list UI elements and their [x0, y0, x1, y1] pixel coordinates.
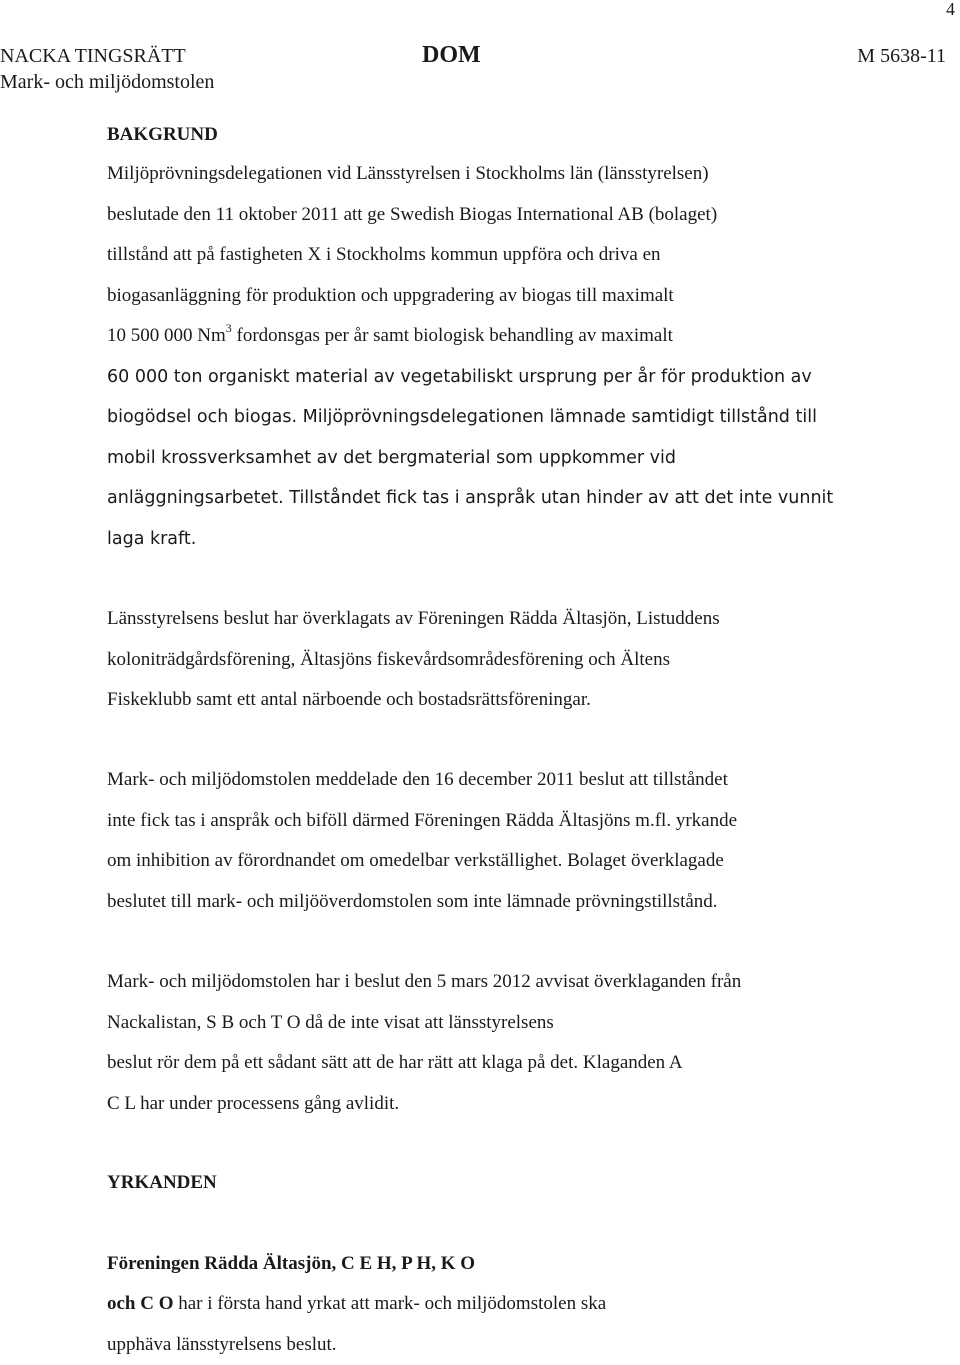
paragraph-line: Miljöprövningsdelegationen vid Länsstyrelsen i Stockholms län (länsstyrelsen) — [107, 154, 907, 195]
paragraph-line: mobil krossverksamhet av det bergmaterial som uppkommer vid — [107, 438, 907, 479]
paragraph-line: Fiskeklubb samt ett antal närboende och bostadsrättsföreningar. — [107, 680, 907, 721]
paragraph-line — [107, 316, 907, 357]
paragraph-line: beslutet till mark- och miljööverdomstolen som inte lämnade prövningstillstånd. — [107, 882, 907, 923]
paragraph-bakgrund-2 — [107, 599, 907, 721]
paragraph-yrkanden-1 — [107, 1284, 907, 1365]
paragraph-line: tillstånd att på fastigheten X i Stockholms kommun uppföra och driva en — [107, 235, 907, 276]
header-department: Mark- och miljödomstolen — [0, 69, 214, 95]
paragraph-line: anläggningsarbetet. Tillståndet fick tas i anspråk utan hinder av att det inte vunnit — [107, 478, 907, 519]
paragraph-line-rest: har i första hand yrkat att mark- och miljödomstolen ska — [174, 1293, 607, 1314]
paragraph-line: om inhibition av förordnandet om omedelbar verkställighet. Bolaget överklagade — [107, 841, 907, 882]
paragraph-line: laga kraft. — [107, 519, 907, 560]
paragraph-line: 60 000 ton organiskt material av vegetabiliskt ursprung per år för produktion av — [107, 357, 907, 398]
paragraph-line: Mark- och miljödomstolen meddelade den 16 december 2011 beslut att tillståndet — [107, 760, 907, 801]
paragraph-line: Mark- och miljödomstolen har i beslut den 5 mars 2012 avvisat överklaganden från — [107, 962, 907, 1003]
paragraph-line: inte fick tas i anspråk och biföll därmed Föreningen Rädda Ältasjöns m.fl. yrkande — [107, 801, 907, 842]
header-case-number: M 5638-11 — [857, 43, 946, 69]
unit-superscript: 3 — [226, 321, 232, 335]
paragraph-line: biogasanläggning för produktion och uppgradering av biogas till maximalt — [107, 276, 907, 317]
party-name-bold: och C O — [107, 1293, 174, 1314]
paragraph-bakgrund-1 — [107, 154, 907, 559]
header-document-type: DOM — [422, 42, 481, 68]
paragraph-line: Länsstyrelsens beslut har överklagats av Föreningen Rädda Ältasjön, Listuddens — [107, 599, 907, 640]
yrkanden-heading: YRKANDEN — [107, 1163, 907, 1203]
page-number: 4 — [946, 0, 955, 18]
paragraph-line: upphäva länsstyrelsens beslut. — [107, 1325, 907, 1365]
paragraph-line: biogödsel och biogas. Miljöprövningsdelegationen lämnade samtidigt tillstånd till — [107, 397, 907, 438]
bakgrund-heading: BAKGRUND — [107, 115, 907, 155]
paragraph-line: C L har under processens gång avlidit. — [107, 1084, 907, 1125]
paragraph-bakgrund-4 — [107, 962, 907, 1124]
volume-value: 10 500 000 Nm — [107, 325, 226, 346]
header-court: NACKA TINGSRÄTT — [0, 43, 186, 69]
paragraph-bakgrund-3 — [107, 760, 907, 922]
yrkanden-party-heading: Föreningen Rädda Ältasjön, C E H, P H, K O — [107, 1244, 907, 1284]
paragraph-line — [107, 1284, 907, 1325]
paragraph-line: beslutade den 11 oktober 2011 att ge Swedish Biogas International AB (bolaget) — [107, 195, 907, 236]
paragraph-line: koloniträdgårdsförening, Ältasjöns fiskevårdsområdesförening och Ältens — [107, 640, 907, 681]
paragraph-line: beslut rör dem på ett sådant sätt att de har rätt att klaga på det. Klaganden A — [107, 1043, 907, 1084]
paragraph-line-rest: fordonsgas per år samt biologisk behandling av maximalt — [232, 325, 673, 346]
paragraph-line: Nackalistan, S B och T O då de inte visat att länsstyrelsens — [107, 1003, 907, 1044]
